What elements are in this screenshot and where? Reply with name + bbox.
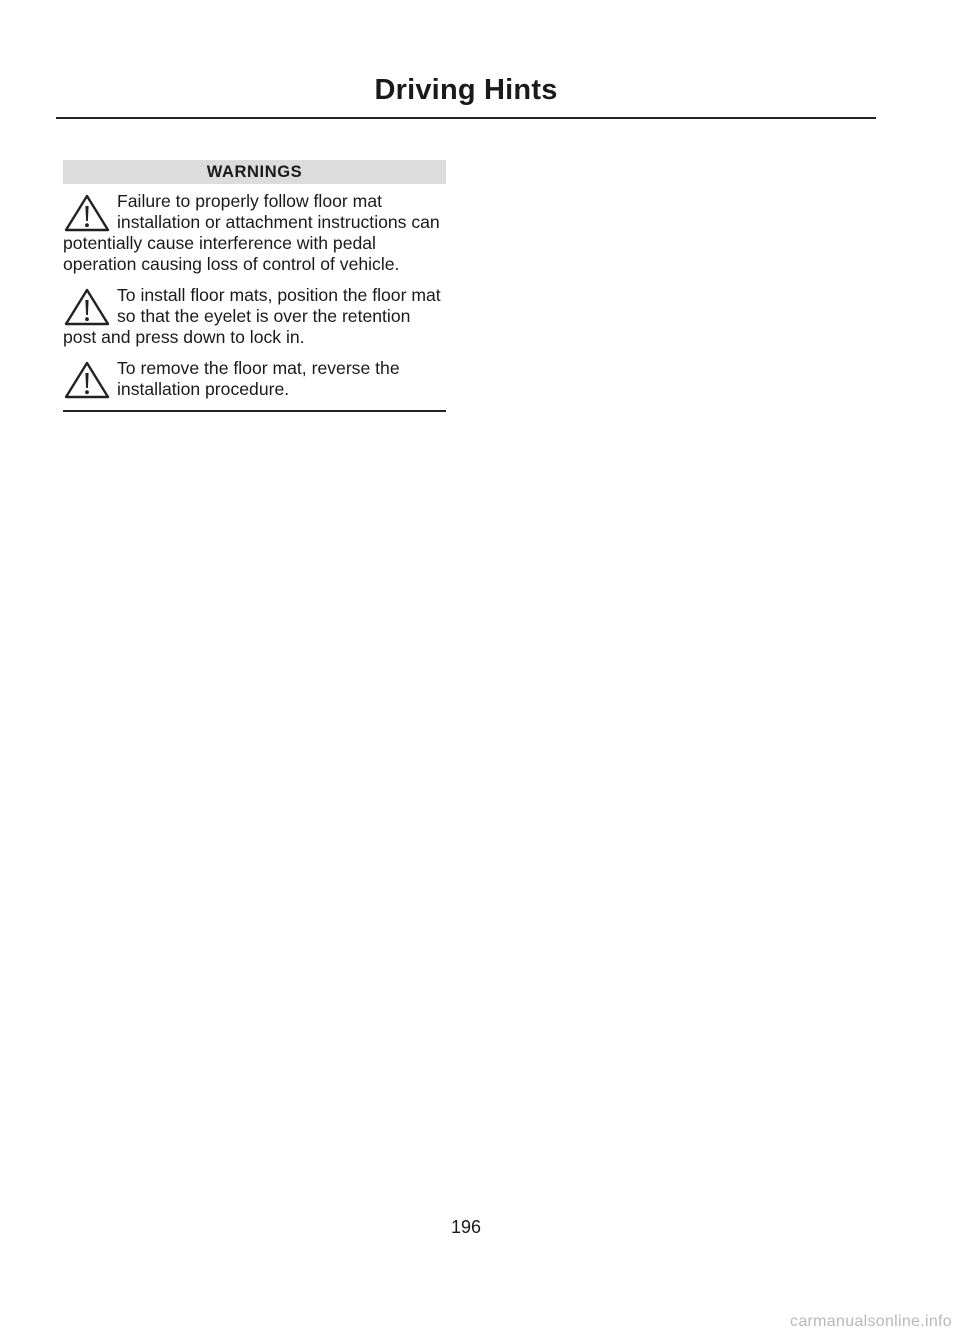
warning-text: To install floor mats, position the floor mat so that the eyelet is over the retention post and press down to lock in.: [63, 285, 441, 347]
warnings-heading: WARNINGS: [63, 160, 446, 184]
warning-item: [63, 191, 446, 275]
warning-item: [63, 285, 446, 348]
header-divider: [56, 117, 876, 119]
warning-text: Failure to properly follow floor mat installation or attachment instructions can potentially cause interference with pedal operation causing loss of control of vehicle.: [63, 191, 440, 274]
warning-triangle-icon: [63, 360, 111, 400]
warning-item: [63, 358, 446, 400]
warning-text: To remove the floor mat, reverse the installation procedure.: [117, 358, 400, 399]
page-title: Driving Hints: [374, 74, 558, 106]
page-number: 196: [450, 1217, 482, 1237]
watermark: carmanualsonline.info: [790, 1313, 952, 1330]
warnings-box: [63, 160, 446, 412]
warnings-divider: [63, 410, 446, 412]
warning-triangle-icon: [63, 287, 111, 327]
warning-triangle-icon: [63, 193, 111, 233]
